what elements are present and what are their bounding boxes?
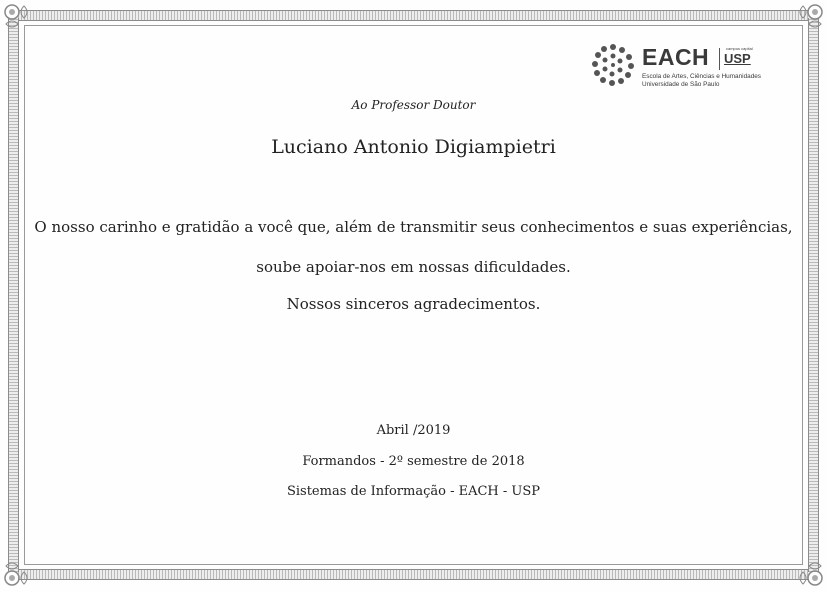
border-top — [18, 10, 809, 21]
course-info: Sistemas de Informação - EACH - USP — [286, 484, 541, 499]
message-line: Nossos sinceros agradecimentos. — [286, 295, 541, 313]
corner-ornament-icon — [2, 554, 36, 588]
honoree-name: Luciano Antonio Digiampietri — [271, 136, 556, 158]
corner-ornament-icon — [2, 2, 36, 36]
border-bottom — [18, 569, 809, 580]
logo-usp-text: USP — [724, 51, 751, 66]
logo-each-text: EACH — [642, 44, 710, 70]
each-usp-logo — [590, 40, 790, 90]
logo-description — [642, 73, 792, 88]
dedication: Ao Professor Doutor — [351, 98, 476, 112]
message-line: soube apoiar-nos em nossas dificuldades. — [256, 258, 571, 276]
logo-usp-caption: campus capital — [726, 46, 753, 51]
certificate-date: Abril /2019 — [376, 423, 451, 438]
class-info: Formandos - 2º semestre de 2018 — [302, 454, 525, 469]
logo-description-line: Universidade de São Paulo — [642, 80, 720, 88]
each-logo-mark-icon — [590, 42, 636, 88]
corner-ornament-icon — [791, 2, 825, 36]
message-line: O nosso carinho e gratidão a você que, além de transmitir seus conhecimentos e suas experiências, — [34, 218, 793, 236]
logo-separator — [719, 48, 720, 70]
corner-ornament-icon — [791, 554, 825, 588]
logo-description-line: Escola de Artes, Ciências e Humanidades — [642, 73, 762, 80]
